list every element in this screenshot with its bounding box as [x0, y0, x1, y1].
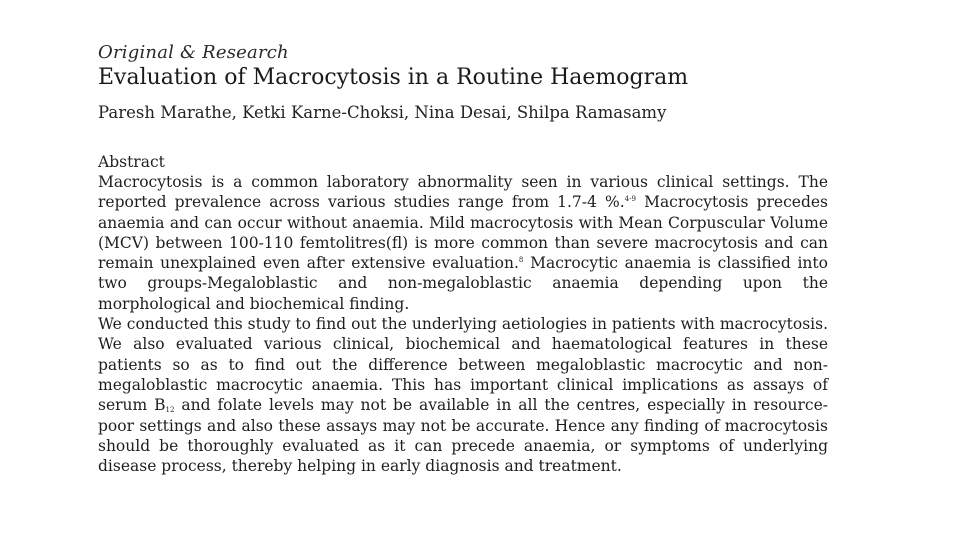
article-category: Original & Research [98, 42, 289, 63]
abstract-paragraph-1 [98, 172, 828, 314]
abstract-text: Macrocytosis is a common laboratory abnormality seen in various clinical settings. The reported prevalence across various studies range from 1.7-4 %. [98, 173, 828, 212]
article-authors: Paresh Marathe, Ketki Karne-Choksi, Nina Desai, Shilpa Ramasamy [98, 103, 667, 122]
abstract-heading: Abstract [98, 153, 165, 171]
abstract-paragraph-2 [98, 314, 828, 476]
article-title: Evaluation of Macrocytosis in a Routine Haemogram [98, 65, 689, 90]
subscript: 12 [165, 406, 175, 415]
abstract-text: Macrocytic anaemia is classified into two groups-Megaloblastic and non-megaloblastic anaemia depending upon the morphological and biochemical finding. [98, 254, 828, 313]
article-page [98, 42, 828, 476]
citation-reference: 8 [518, 256, 524, 265]
citation-reference: 4-9 [624, 195, 636, 204]
abstract-text: Macrocytosis precedes anaemia and can occur without anaemia. Mild macrocytosis with Mean Corpuscular Volume (MCV) between 100-110 femtolitres(fl) is more common than severe macrocytosis and can remain unexplained even after extensive evaluation. [98, 193, 828, 273]
abstract-text: and folate levels may not be available in all the centres, especially in resource-poor settings and also these assays may not be accurate. Hence any finding of macrocytosis should be thoroughly evaluated as it can precede anaemia, or symptoms of underlying disease process, thereby helping in early diagnosis and treatment. [98, 396, 828, 476]
abstract-text: We conducted this study to find out the underlying aetiologies in patients with macrocytosis. We also evaluated various clinical, biochemical and haematological features in these patients so as to find out the difference between megaloblastic macrocytic and non-megaloblastic macrocytic anaemia. This has important clinical implications as assays of serum B [98, 315, 828, 415]
